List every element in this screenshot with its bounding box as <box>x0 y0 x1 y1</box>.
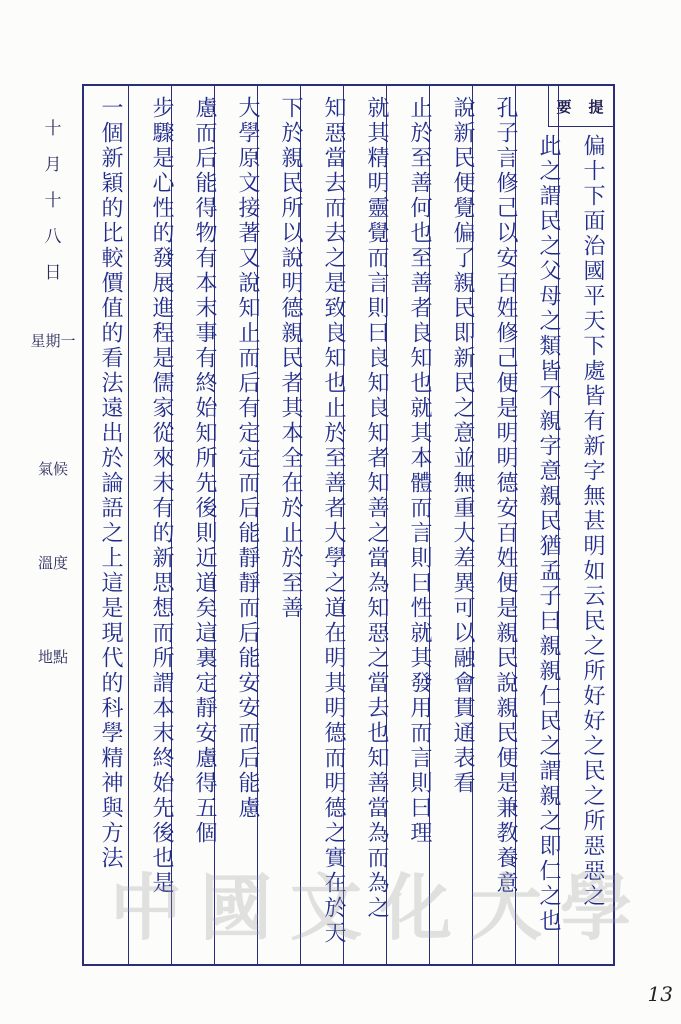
header-char-right: 提 <box>588 97 606 116</box>
handwriting-column: 大學原文接著又說知止而后有定定而后能靜靜而后能安安而后能慮 <box>235 96 260 821</box>
handwriting-column: 知惡當去而去之是致良知也止於至善者大學之道在明其明德而明德之實在於天 <box>321 96 346 946</box>
handwriting-column: 一個新穎的比較價值的看法遠出於論語之上這是現代的科學精神與方法 <box>98 96 123 871</box>
header-char-left: 要 <box>556 97 574 116</box>
date-char: 日 <box>44 263 62 283</box>
handwriting-column: 止於至善何也至善者良知也就其本體而言則曰性就其發用而言則曰理 <box>407 96 432 846</box>
date-char: 八 <box>44 227 62 247</box>
date-char: 月 <box>44 155 62 175</box>
handwriting-column: 就其精明靈覺而言則曰良知良知者知善之當為知惡之當去也知善當為而為之 <box>364 96 389 921</box>
handwriting-column: 下於親民所以說明德親民者其本全在於止於至善 <box>278 96 303 621</box>
place-label: 地點 <box>37 648 68 666</box>
date-char: 十 <box>44 191 62 211</box>
watermark: 中國文化大學 <box>110 865 651 950</box>
handwriting-column: 偏十下面治國平天下處皆有新字無甚明如云民之所好好之民之所惡惡之 <box>580 134 605 909</box>
date-label <box>38 118 68 284</box>
handwriting-column: 慮而后能得物有本末事有終始知所先後則近道矣這裏定靜安慮得五個 <box>192 96 217 846</box>
weekday-label: 星期一 <box>30 332 76 350</box>
page-number: 13 <box>647 982 673 1006</box>
date-char: 十 <box>44 119 62 139</box>
handwriting-column: 說新民便覺偏了親民即新民之意並無重大差異可以融會貫通表看 <box>450 96 475 796</box>
weather-label: 氣候 <box>37 460 68 478</box>
temperature-label: 溫度 <box>37 554 68 572</box>
handwriting-column: 步驟是心性的發展進程是儒家從來未有的新思想而所謂本末終始先後也是 <box>149 96 174 896</box>
ruled-frame <box>82 84 615 966</box>
handwriting-column: 孔子言修己以安百姓修己便是明明德安百姓便是親民說親民便是兼教養意 <box>493 96 518 896</box>
handwriting-column: 此之謂民之父母之類皆不親字意親民猶孟子曰親親仁民之謂親之即仁之也 <box>536 134 561 934</box>
